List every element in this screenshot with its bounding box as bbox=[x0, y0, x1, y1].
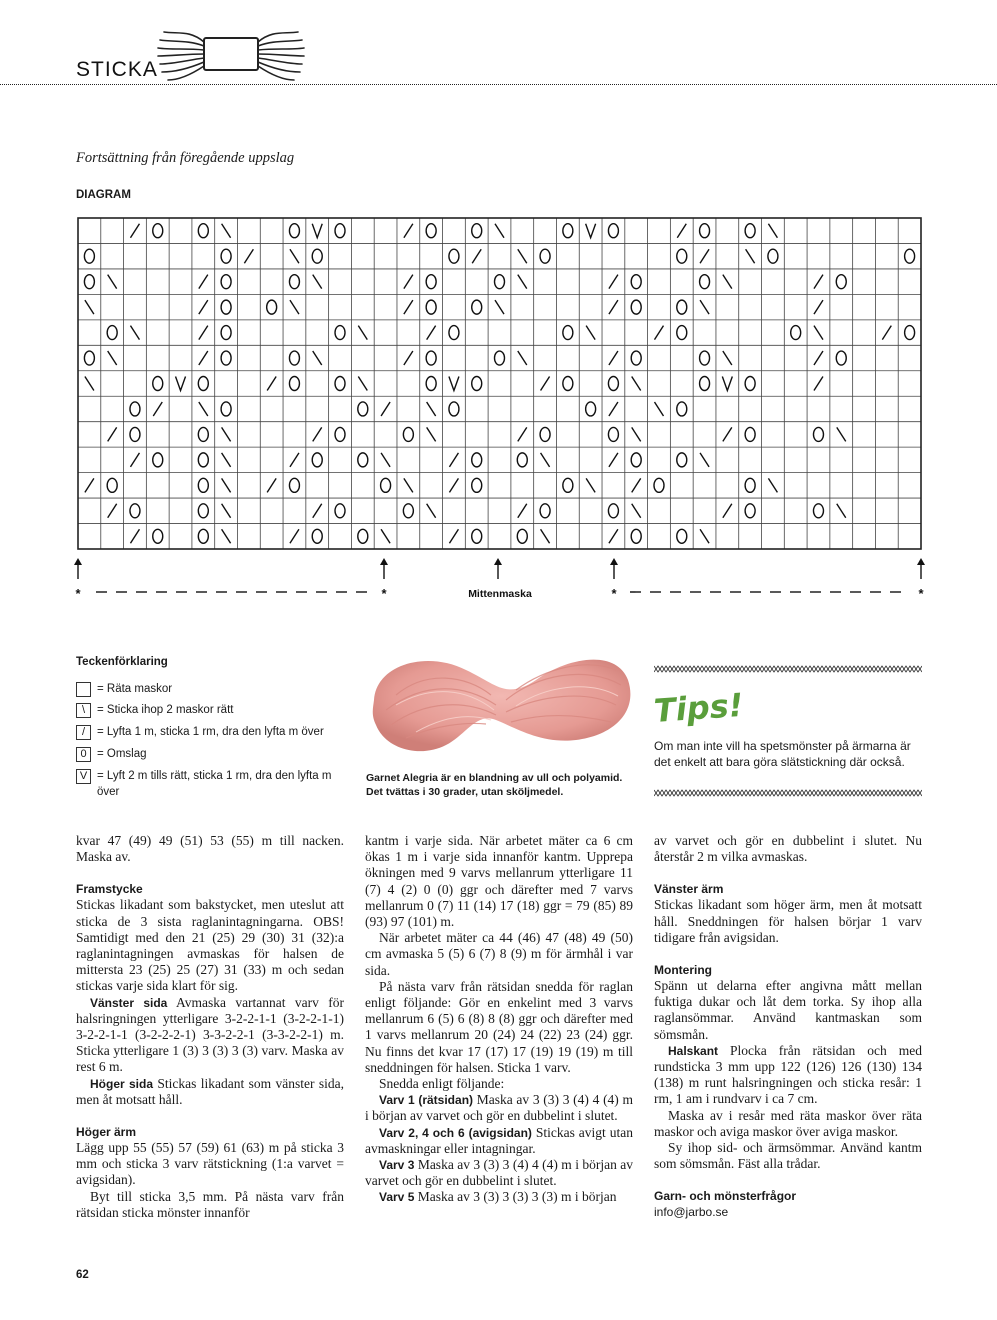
chart-stitch-symbol bbox=[289, 224, 299, 238]
chart-stitch-symbol bbox=[518, 427, 527, 441]
chart-stitch-symbol bbox=[632, 504, 641, 518]
knitting-chart bbox=[0, 0, 997, 610]
zigzag-border-bottom bbox=[654, 788, 922, 798]
chart-stitch-symbol bbox=[198, 504, 208, 518]
chart-stitch-symbol bbox=[677, 529, 687, 543]
chart-stitch-symbol bbox=[427, 402, 436, 416]
chart-stitch-symbol bbox=[267, 300, 277, 314]
chart-stitch-symbol bbox=[723, 504, 732, 518]
text-column-2 bbox=[365, 833, 633, 1206]
chart-stitch-symbol bbox=[404, 224, 413, 238]
chart-stitch-symbol bbox=[289, 377, 299, 391]
chart-stitch-symbol bbox=[495, 224, 504, 238]
chart-stitch-symbol bbox=[427, 326, 436, 340]
chart-stitch-symbol bbox=[563, 326, 573, 340]
chart-stitch-symbol bbox=[221, 326, 231, 340]
chart-stitch-symbol bbox=[198, 478, 208, 492]
chart-stitch-symbol bbox=[403, 427, 413, 441]
chart-stitch-symbol bbox=[518, 351, 527, 365]
chart-stitch-symbol bbox=[130, 326, 139, 340]
chart-stitch-symbol bbox=[723, 427, 732, 441]
chart-stitch-symbol bbox=[221, 275, 231, 289]
chart-stitch-symbol bbox=[335, 326, 345, 340]
subheading-varv-1: Varv 1 (rätsidan) bbox=[379, 1093, 474, 1108]
chart-stitch-symbol bbox=[746, 249, 755, 263]
chart-stitch-symbol bbox=[745, 224, 755, 238]
chart-stitch-symbol bbox=[290, 453, 299, 467]
zigzag-border-top bbox=[654, 664, 922, 674]
chart-stitch-symbol bbox=[814, 326, 823, 340]
chart-stitch-symbol bbox=[312, 224, 322, 238]
chart-stitch-symbol bbox=[632, 427, 641, 441]
chart-stitch-symbol bbox=[404, 300, 413, 314]
chart-stitch-symbol bbox=[449, 377, 459, 391]
chart-stitch-symbol bbox=[632, 377, 641, 391]
chart-stitch-symbol bbox=[222, 224, 231, 238]
chart-stitch-symbol bbox=[449, 478, 458, 492]
chart-stitch-symbol bbox=[426, 377, 436, 391]
paragraph bbox=[654, 1043, 922, 1108]
chart-stitch-symbol bbox=[313, 275, 322, 289]
paragraph-text: Maska av 3 (3) 3 (4) 4 (4) m i början av varvet och gör en dubbelint i slutet. bbox=[365, 1092, 634, 1124]
chart-stitch-symbol bbox=[108, 351, 117, 365]
chart-stitch-symbol bbox=[426, 275, 436, 289]
paragraph: kvar 47 (49) 49 (51) 53 (55) m till nacken. Maska av. bbox=[76, 833, 344, 865]
chart-stitch-symbol bbox=[222, 427, 231, 441]
chart-stitch-symbol bbox=[381, 478, 391, 492]
paragraph-text: Maska av 3 (3) 3 (4) 4 (4) m i början av varvet och gör en dubbelint i slutet. bbox=[365, 1157, 633, 1189]
chart-stitch-symbol bbox=[290, 249, 299, 263]
paragraph-text: Maska av 3 (3) 3 (3) 3 (3) m i början bbox=[414, 1189, 617, 1205]
subheading-vanster-sida: Vänster sida bbox=[90, 995, 168, 1010]
page-number: 62 bbox=[76, 1269, 89, 1281]
subheading-halskant: Halskant bbox=[668, 1043, 719, 1058]
chart-stitch-symbol bbox=[677, 326, 687, 340]
chart-stitch-symbol bbox=[609, 300, 618, 314]
chart-stitch-symbol bbox=[404, 275, 413, 289]
photo-caption: Garnet Alegria är en blandning av ull och polyamid. Det tvättas i 30 grader, utan sköljmedel. bbox=[366, 772, 623, 798]
chart-stitch-symbol bbox=[814, 275, 823, 289]
legend-item bbox=[76, 703, 233, 718]
legend-item bbox=[76, 747, 147, 762]
chart-stitch-symbol bbox=[836, 351, 846, 365]
chart-stitch-symbol bbox=[222, 478, 231, 492]
chart-stitch-symbol bbox=[198, 529, 208, 543]
paragraph: På nästa varv från rätsidan snedda för raglan enligt följande: Gör en enkelint med 3 varvs mellanrum 6 (5) 6 (8) 8 (8) ggr och därefter med 1 varvs mellanrum 20 (24) 24 (22) 23 (24) ggr. Nu finns det kvar 17 (17) 17 (19) 19 (19) m till sneddningen för halsen. Sticka 1 varv. bbox=[365, 978, 633, 1075]
chart-stitch-symbol bbox=[221, 351, 231, 365]
chart-stitch-symbol bbox=[107, 478, 117, 492]
chart-stitch-symbol bbox=[335, 504, 345, 518]
chart-stitch-symbol bbox=[472, 224, 482, 238]
chart-stitch-symbol bbox=[586, 478, 595, 492]
heading-montering: Montering bbox=[654, 963, 712, 978]
chart-stitch-symbol bbox=[563, 478, 573, 492]
legend-symbol: V bbox=[76, 769, 91, 784]
paragraph bbox=[365, 1125, 633, 1157]
chart-stitch-symbol bbox=[700, 351, 710, 365]
chart-arrow bbox=[610, 558, 618, 579]
chart-star-marker: * bbox=[75, 586, 81, 601]
chart-stitch-symbol bbox=[221, 402, 231, 416]
legend-text: = Lyft 2 m tills rätt, sticka 1 rm, dra den lyfta m över bbox=[97, 770, 332, 798]
yarn-skein-photo bbox=[366, 640, 636, 765]
chart-stitch-symbol bbox=[541, 377, 550, 391]
section-title: STICKA bbox=[76, 58, 158, 81]
paragraph-text: Stickas likadant som vänster sida, men åt motsatt håll. bbox=[76, 1075, 345, 1107]
chart-stitch-symbol bbox=[222, 453, 231, 467]
chart-stitch-symbol bbox=[108, 504, 117, 518]
chart-stitch-symbol bbox=[290, 300, 299, 314]
chart-stitch-symbol bbox=[768, 478, 777, 492]
chart-stitch-symbol bbox=[222, 504, 231, 518]
chart-stitch-symbol bbox=[153, 402, 162, 416]
chart-stitch-symbol bbox=[313, 427, 322, 441]
paragraph bbox=[365, 1157, 633, 1189]
chart-stitch-symbol bbox=[836, 275, 846, 289]
paragraph bbox=[76, 995, 344, 1076]
chart-stitch-symbol bbox=[84, 275, 94, 289]
chart-stitch-symbol bbox=[632, 478, 641, 492]
heading-framstycke: Framstycke bbox=[76, 882, 143, 897]
tips-text: Om man inte vill ha spetsmönster på ärmarna är det enkelt att bara göra slätstickning där också. bbox=[654, 739, 911, 769]
chart-stitch-symbol bbox=[199, 326, 208, 340]
chart-stitch-symbol bbox=[837, 504, 846, 518]
chart-stitch-symbol bbox=[130, 224, 139, 238]
chart-stitch-symbol bbox=[586, 402, 596, 416]
chart-stitch-symbol bbox=[654, 478, 664, 492]
chart-stitch-symbol bbox=[654, 402, 663, 416]
chart-stitch-symbol bbox=[289, 275, 299, 289]
chart-stitch-symbol bbox=[358, 402, 368, 416]
chart-stitch-symbol bbox=[198, 377, 208, 391]
heading-vanster-arm: Vänster ärm bbox=[654, 882, 724, 897]
text-column-1 bbox=[76, 833, 344, 1221]
chart-stitch-symbol bbox=[745, 504, 755, 518]
chart-stitch-symbol bbox=[335, 224, 345, 238]
chart-stitch-symbol bbox=[358, 326, 367, 340]
chart-stitch-symbol bbox=[153, 529, 163, 543]
chart-stitch-symbol bbox=[905, 249, 915, 263]
chart-stitch-symbol bbox=[609, 275, 618, 289]
paragraph bbox=[365, 1092, 633, 1124]
legend-title: Teckenförklaring bbox=[76, 656, 168, 668]
tips-title: Tips! bbox=[652, 685, 745, 730]
chart-stitch-symbol bbox=[540, 427, 550, 441]
chart-stitch-symbol bbox=[85, 377, 94, 391]
chart-stitch-symbol bbox=[244, 249, 253, 263]
chart-stitch-symbol bbox=[267, 478, 276, 492]
chart-stitch-symbol bbox=[813, 427, 823, 441]
chart-stitch-symbol bbox=[700, 300, 709, 314]
chart-stitch-symbol bbox=[313, 504, 322, 518]
chart-stitch-symbol bbox=[358, 377, 367, 391]
paragraph: Byt till sticka 3,5 mm. På nästa varv från rätsidan sticka mönster innanför bbox=[76, 1188, 344, 1220]
chart-stitch-symbol bbox=[745, 377, 755, 391]
chart-stitch-symbol bbox=[312, 453, 322, 467]
chart-stitch-symbol bbox=[381, 402, 390, 416]
chart-stitch-symbol bbox=[609, 453, 618, 467]
legend-symbol bbox=[76, 682, 91, 697]
chart-stitch-symbol bbox=[199, 275, 208, 289]
chart-stitch-symbol bbox=[153, 453, 163, 467]
chart-stitch-symbol bbox=[791, 326, 801, 340]
chart-stitch-symbol bbox=[609, 351, 618, 365]
chart-stitch-symbol bbox=[108, 427, 117, 441]
text-column-3 bbox=[654, 833, 922, 1221]
chart-stitch-symbol bbox=[199, 351, 208, 365]
chart-stitch-symbol bbox=[449, 529, 458, 543]
paragraph: När arbetet mäter ca 44 (46) 47 (48) 49 (50) cm avmaska 5 (5) 6 (7) 8 (9) m för ärmhål i var sida. bbox=[365, 930, 633, 978]
subheading-varv-5: Varv 5 bbox=[379, 1190, 415, 1205]
chart-stitch-symbol bbox=[381, 529, 390, 543]
paragraph-text: Plocka från rätsidan och med rundsticka 3 mm upp 122 (126) 126 (130) 134 (138) m runt halsringningen och sticka resår: 1 rm, 1 am i rundvarv i ca 7 cm. bbox=[654, 1042, 922, 1107]
paragraph bbox=[365, 1189, 633, 1205]
chart-stitch-symbol bbox=[449, 453, 458, 467]
chart-stitch-symbol bbox=[745, 427, 755, 441]
chart-stitch-symbol bbox=[84, 249, 94, 263]
chart-stitch-symbol bbox=[404, 351, 413, 365]
chart-stitch-symbol bbox=[608, 427, 618, 441]
legend-item bbox=[76, 769, 346, 800]
chart-stitch-symbol bbox=[381, 453, 390, 467]
chart-stitch-symbol bbox=[472, 300, 482, 314]
legend-text: = Omslag bbox=[97, 748, 147, 760]
chart-stitch-symbol bbox=[631, 351, 641, 365]
chart-stitch-symbol bbox=[130, 427, 140, 441]
paragraph: Spänn ut delarna efter angivna mått mellan fuktiga dukar och låt dem torka. Sy ihop alla raglansömmar. Använd kantmaskan som sömsmån. bbox=[654, 978, 922, 1042]
chart-stitch-symbol bbox=[677, 402, 687, 416]
chart-stitch-symbol bbox=[335, 427, 345, 441]
chart-arrow bbox=[494, 558, 502, 579]
chart-stitch-symbol bbox=[221, 300, 231, 314]
legend-text: = Räta maskor bbox=[97, 683, 173, 695]
chart-stitch-symbol bbox=[267, 377, 276, 391]
legend-symbol: 0 bbox=[76, 747, 91, 762]
chart-stitch-symbol bbox=[541, 453, 550, 467]
chart-stitch-symbol bbox=[677, 224, 686, 238]
chart-stitch-symbol bbox=[312, 249, 322, 263]
chart-stitch-symbol bbox=[631, 300, 641, 314]
subheading-varv-3: Varv 3 bbox=[379, 1158, 415, 1173]
chart-stitch-symbol bbox=[313, 351, 322, 365]
chart-stitch-symbol bbox=[472, 377, 482, 391]
chart-stitch-symbol bbox=[199, 300, 208, 314]
legend-symbol: / bbox=[76, 725, 91, 740]
chart-stitch-symbol bbox=[426, 300, 436, 314]
chart-stitch-symbol bbox=[631, 529, 641, 543]
chart-stitch-symbol bbox=[403, 504, 413, 518]
paragraph-text: Stickas avigt utan avmaskningar eller intagningar. bbox=[365, 1124, 633, 1156]
subheading-hoger-sida: Höger sida bbox=[90, 1076, 154, 1091]
chart-stitch-symbol bbox=[700, 377, 710, 391]
chart-stitch-symbol bbox=[518, 504, 527, 518]
subheading-varv-2-4-6: Varv 2, 4 och 6 (avigsidan) bbox=[379, 1125, 532, 1140]
heading-garn-fragor: Garn- och mönsterfrågor bbox=[654, 1189, 797, 1204]
chart-stitch-symbol bbox=[608, 504, 618, 518]
chart-stitch-symbol bbox=[700, 529, 709, 543]
chart-stitch-symbol bbox=[608, 377, 618, 391]
chart-stitch-symbol bbox=[495, 300, 504, 314]
chart-stitch-symbol bbox=[472, 529, 482, 543]
chart-stitch-symbol bbox=[85, 478, 94, 492]
chart-stitch-symbol bbox=[677, 300, 687, 314]
chart-stitch-symbol bbox=[837, 427, 846, 441]
chart-stitch-symbol bbox=[107, 326, 117, 340]
chart-stitch-symbol bbox=[745, 478, 755, 492]
chart-arrow bbox=[74, 558, 82, 579]
chart-stitch-symbol bbox=[814, 351, 823, 365]
chart-stitch-symbol bbox=[427, 504, 436, 518]
chart-stitch-symbol bbox=[540, 249, 550, 263]
chart-stitch-symbol bbox=[176, 377, 186, 391]
chart-stitch-symbol bbox=[700, 224, 710, 238]
chart-stitch-symbol bbox=[814, 300, 823, 314]
legend-symbol: \ bbox=[76, 703, 91, 718]
chart-star-marker: * bbox=[381, 586, 387, 601]
chart-stitch-symbol bbox=[700, 275, 710, 289]
chart-stitch-symbol bbox=[199, 402, 208, 416]
chart-stitch-symbol bbox=[586, 224, 596, 238]
paragraph: Stickas likadant som höger ärm, men åt motsatt håll. Sneddningen för halsen börjar 1 varv tidigare från avigsidan. bbox=[654, 897, 922, 945]
chart-stitch-symbol bbox=[631, 275, 641, 289]
chart-stitch-symbol bbox=[130, 529, 139, 543]
chart-stitch-symbol bbox=[222, 529, 231, 543]
chart-stitch-symbol bbox=[609, 529, 618, 543]
chart-stitch-symbol bbox=[882, 326, 891, 340]
chart-stitch-symbol bbox=[153, 224, 163, 238]
chart-stitch-symbol bbox=[518, 275, 527, 289]
chart-stitch-symbol bbox=[813, 504, 823, 518]
chart-stitch-symbol bbox=[426, 351, 436, 365]
chart-stitch-symbol bbox=[563, 224, 573, 238]
chart-stitch-symbol bbox=[495, 351, 505, 365]
chart-stitch-symbol bbox=[723, 351, 732, 365]
chart-stitch-symbol bbox=[85, 300, 94, 314]
chart-arrow bbox=[380, 558, 388, 579]
chart-stitch-symbol bbox=[198, 427, 208, 441]
chart-stitch-symbol bbox=[677, 249, 687, 263]
chart-stitch-symbol bbox=[541, 529, 550, 543]
chart-stitch-symbol bbox=[198, 453, 208, 467]
paragraph: kantm i varje sida. När arbetet mäter ca 6 cm ökas 1 m i varje sida innanför kantm. Upprepa ökningen med 9 varvs mellanrum ytterligare 11 (7) 4 (2) 0 (0) ggr och därefter med 7 varvs mellanrum 0 (7) 11 (14) 17 (18) ggr = 79 (85) 89 (93) 97 (101) m. bbox=[365, 833, 633, 930]
chart-stitch-symbol bbox=[404, 478, 413, 492]
chart-stitch-symbol bbox=[609, 402, 618, 416]
paragraph: av varvet och gör en dubbelint i slutet. Nu återstår 2 m vilka avmaskas. bbox=[654, 833, 922, 865]
chart-stitch-symbol bbox=[289, 478, 299, 492]
chart-stitch-symbol bbox=[540, 504, 550, 518]
chart-stitch-symbol bbox=[518, 249, 527, 263]
chart-stitch-symbol bbox=[290, 529, 299, 543]
chart-stitch-symbol bbox=[472, 249, 481, 263]
chart-stitch-symbol bbox=[495, 275, 505, 289]
chart-stitch-symbol bbox=[130, 504, 140, 518]
chart-stitch-symbol bbox=[427, 427, 436, 441]
chart-stitch-symbol bbox=[84, 351, 94, 365]
chart-stitch-symbol bbox=[517, 453, 527, 467]
chart-center-label: Mittenmaska bbox=[468, 588, 532, 600]
chart-stitch-symbol bbox=[905, 326, 915, 340]
chart-stitch-symbol bbox=[677, 453, 687, 467]
chart-stitch-symbol bbox=[608, 224, 618, 238]
chart-stitch-symbol bbox=[130, 402, 140, 416]
chart-stitch-symbol bbox=[517, 529, 527, 543]
chart-stitch-symbol bbox=[312, 529, 322, 543]
chart-stitch-symbol bbox=[289, 351, 299, 365]
chart-stitch-symbol bbox=[335, 377, 345, 391]
paragraph: Maska av i resår med räta maskor över räta maskor och aviga maskor över aviga maskor. bbox=[654, 1107, 922, 1139]
chart-stitch-symbol bbox=[130, 453, 139, 467]
chart-stitch-symbol bbox=[700, 249, 709, 263]
chart-stitch-symbol bbox=[426, 224, 436, 238]
chart-stitch-symbol bbox=[449, 249, 459, 263]
legend-text: = Lyfta 1 m, sticka 1 rm, dra den lyfta m över bbox=[97, 726, 324, 738]
paragraph: Stickas likadant som bakstycket, men uteslut att sticka de 3 sista raglanintagningarna. OBS! Samtidigt med den 21 (25) 29 (30) 31 (32):a raglanintagningen avmaskas för halsen de mittersta 23 (25) 25 (27) 31 (33) m och sedan stickas varje sida klart för sig. bbox=[76, 897, 344, 994]
chart-stitch-symbol bbox=[700, 453, 709, 467]
chart-stitch-symbol bbox=[221, 249, 231, 263]
paragraph: Snedda enligt följande: bbox=[379, 1076, 505, 1092]
chart-stitch-symbol bbox=[108, 275, 117, 289]
legend-item bbox=[76, 682, 172, 697]
paragraph bbox=[76, 1076, 344, 1108]
chart-stitch-symbol bbox=[358, 453, 368, 467]
paragraph: Sy ihop sid- och ärmsömmar. Använd kantm som sömsmån. Fäst alla trådar. bbox=[654, 1140, 922, 1172]
chart-stitch-symbol bbox=[586, 326, 595, 340]
paragraph: Lägg upp 55 (55) 57 (59) 61 (63) m på sticka 3 mm och sticka 3 varv rätstickning (1:a varvet = avigsidan). bbox=[76, 1140, 344, 1188]
chart-star-marker: * bbox=[918, 586, 924, 601]
chart-stitch-symbol bbox=[472, 453, 482, 467]
chart-stitch-symbol bbox=[472, 478, 482, 492]
chart-stitch-symbol bbox=[814, 377, 823, 391]
chart-arrow bbox=[917, 558, 925, 579]
chart-stitch-symbol bbox=[358, 529, 368, 543]
diagram-title: DIAGRAM bbox=[76, 189, 131, 201]
legend-item bbox=[76, 725, 324, 740]
chart-stitch-symbol bbox=[768, 249, 778, 263]
paragraph-text: Avmaska vartannat varv för halsringningen ytterligare 3-2-2-1-1 (3-2-2-1-1) 3-2-2-1-1 (3-2-2-2-1) 3-3-2-2-1 (3-3-2-2-1) m. Sticka ytterligare 1 (3) 3 (3) 3 (3) varv. Maska av rest 6 m. bbox=[76, 994, 344, 1075]
chart-stitch-symbol bbox=[153, 377, 163, 391]
heading-hoger-arm: Höger ärm bbox=[76, 1125, 137, 1140]
chart-stitch-symbol bbox=[563, 377, 573, 391]
chart-stitch-symbol bbox=[723, 275, 732, 289]
chart-stitch-symbol bbox=[768, 224, 777, 238]
chart-stitch-symbol bbox=[654, 326, 663, 340]
continued-note: Fortsättning från föregående uppslag bbox=[76, 150, 295, 166]
chart-stitch-symbol bbox=[449, 326, 459, 340]
chart-stitch-symbol bbox=[722, 377, 732, 391]
chart-stitch-symbol bbox=[631, 453, 641, 467]
chart-stitch-symbol bbox=[449, 402, 459, 416]
legend-text: = Sticka ihop 2 maskor rätt bbox=[97, 704, 234, 716]
chart-star-marker: * bbox=[611, 586, 617, 601]
chart-stitch-symbol bbox=[198, 224, 208, 238]
contact-email[interactable]: info@jarbo.se bbox=[654, 1205, 729, 1220]
